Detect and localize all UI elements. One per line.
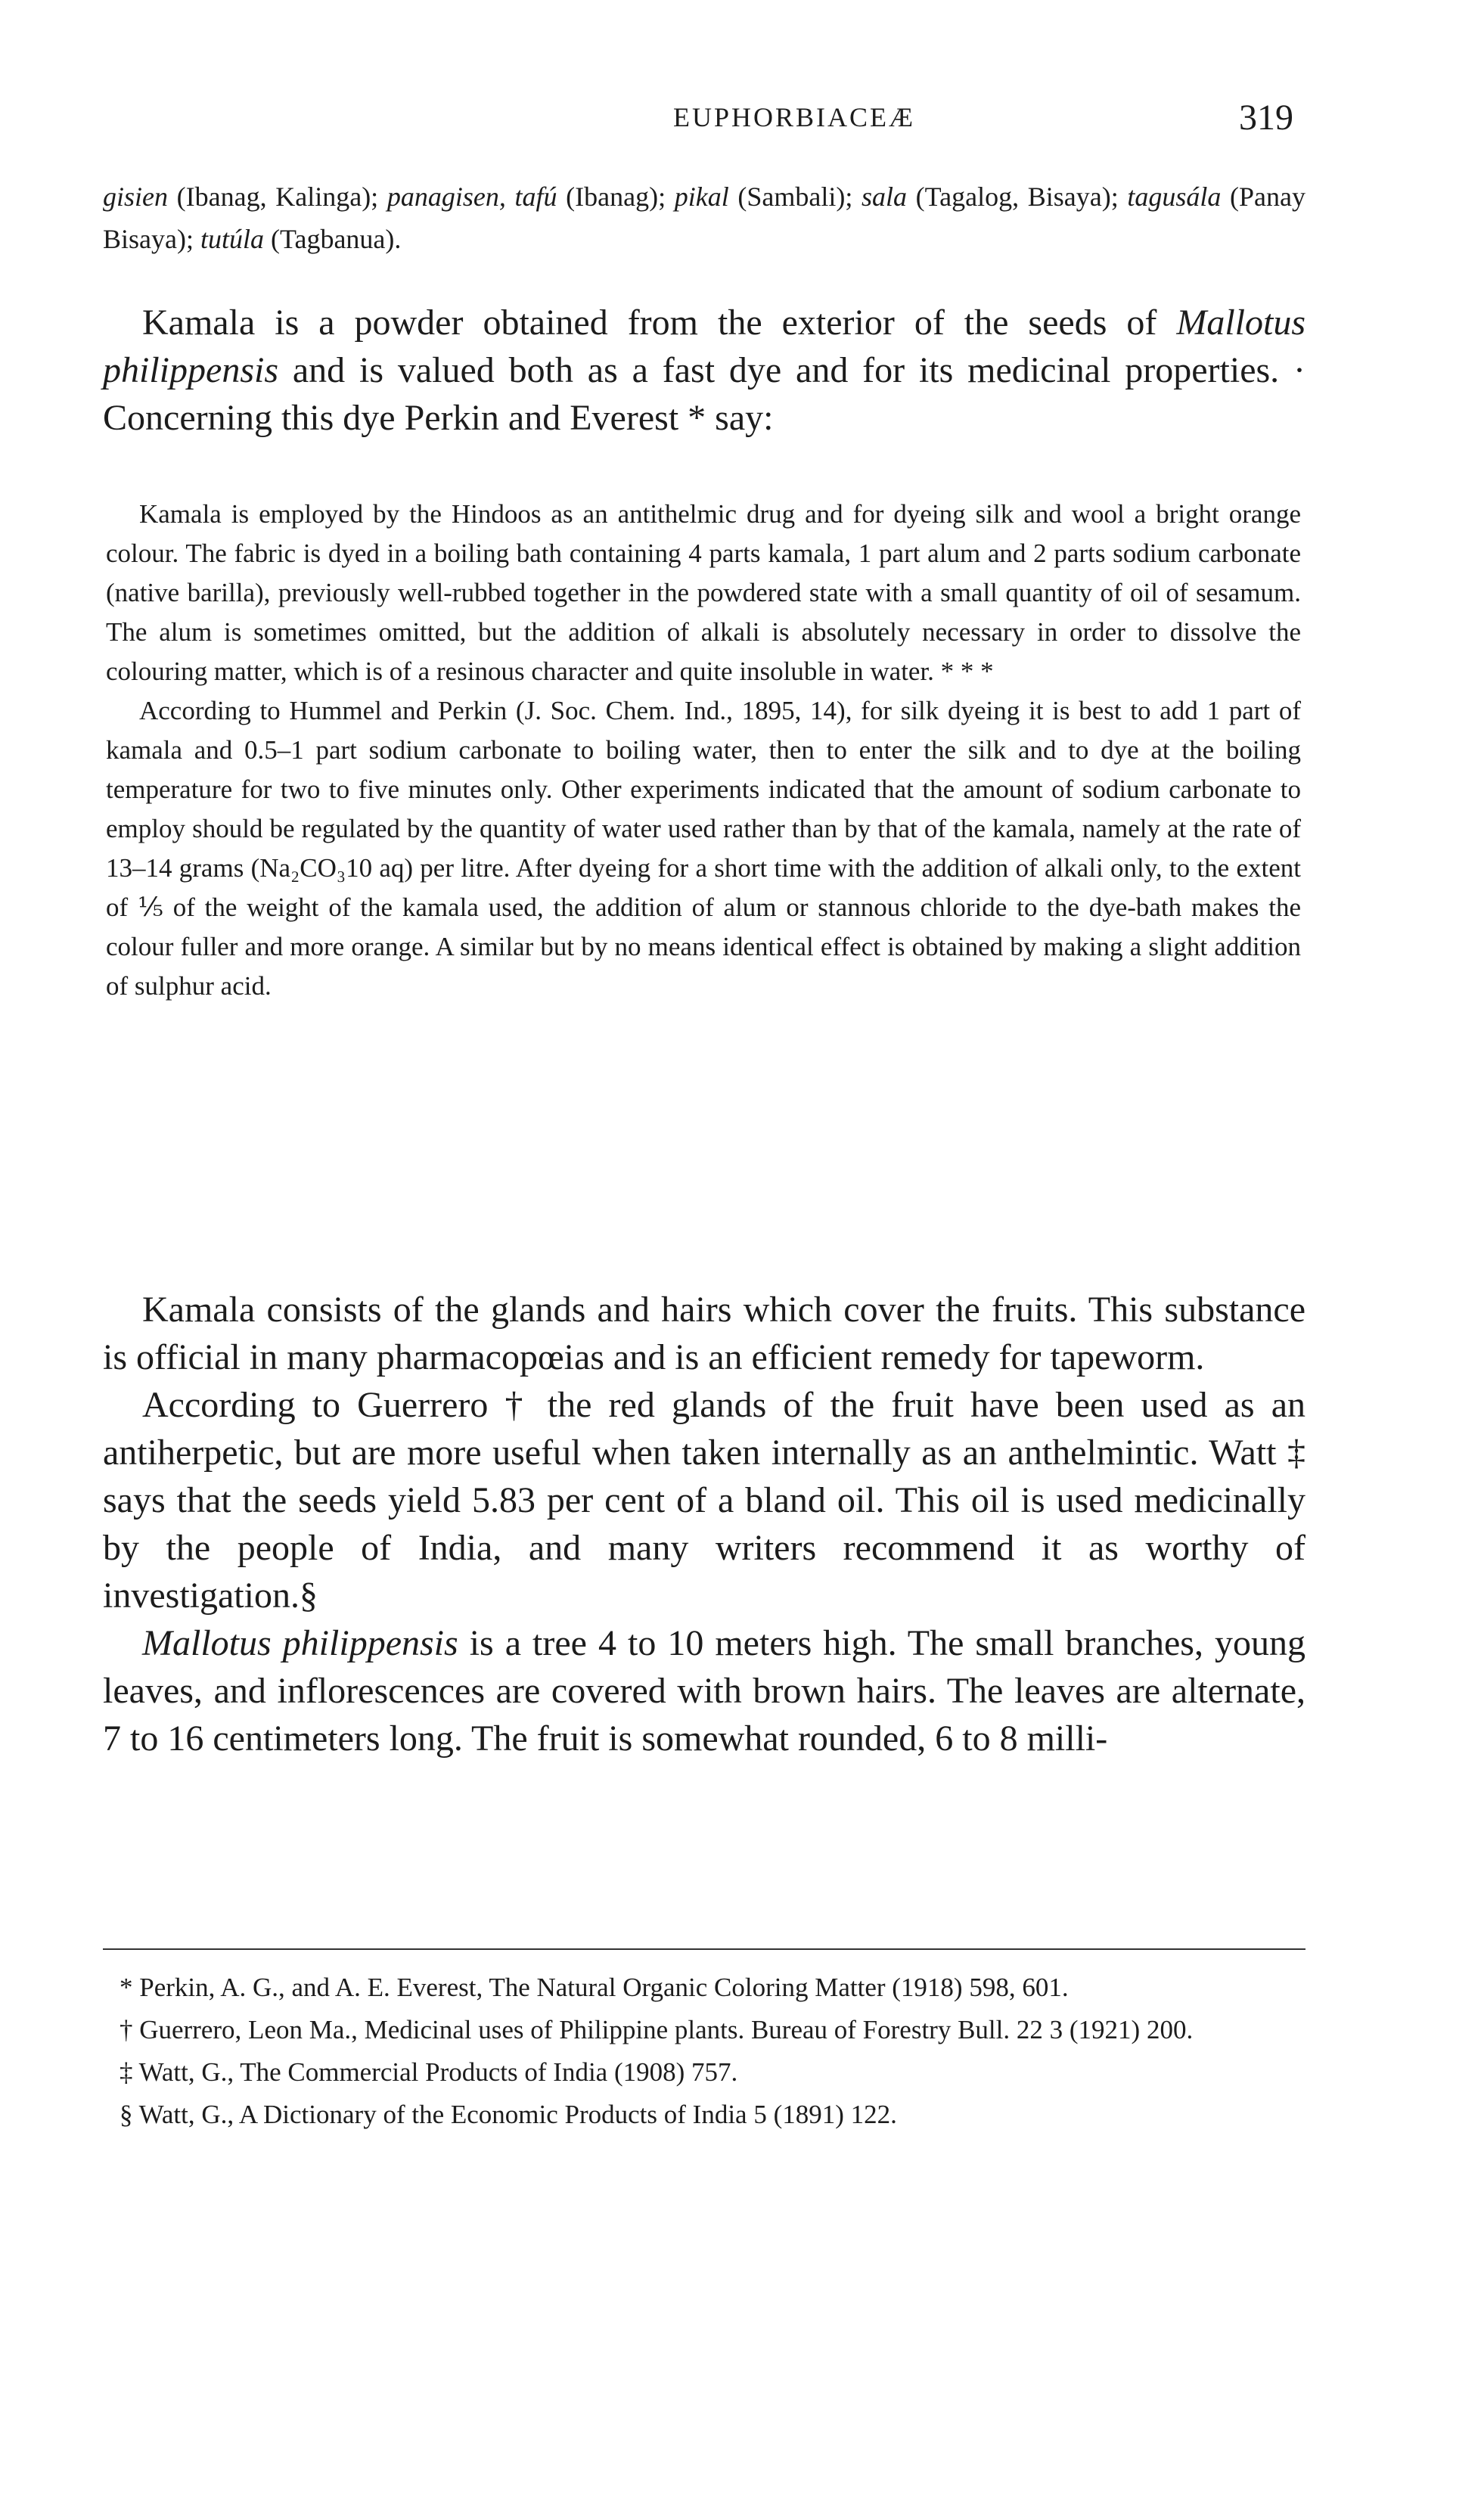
text-run: is a tree 4 to 10 meters high. The small branches, young leaves, and inflorescences are covered with brown hairs. The leaves are alternate, 7 to 16 centimeters long. The fruit is somewhat rounded, 6 to 8 milli- <box>103 1623 1305 1759</box>
name-run: (Ibanag); <box>557 182 675 212</box>
vernacular-names <box>103 175 1305 260</box>
footnotes <box>103 1967 1305 2136</box>
running-title: EUPHORBIACEÆ <box>672 102 916 132</box>
footnote: § Watt, G., A Dictionary of the Economic Products of India 5 (1891) 122. <box>120 2100 897 2129</box>
text-run: According to Guerrero † the red glands of the fruit have been used as an antiherpetic, but are more useful when taken internally as an anthelmintic. Watt ‡ says that the seeds yield 5.83 per cent of a bland oil. This oil is used medicinally by the people of India, and many writers recommend it as worthy of investigation.§ <box>103 1385 1305 1616</box>
name-run: (Ibanag, Kalinga); <box>168 182 387 212</box>
name-run: tutúla <box>200 224 264 254</box>
text-run: Mallotus philippensis <box>142 1623 458 1663</box>
name-run: gisien <box>103 182 168 212</box>
body-paragraph <box>103 1286 1305 1381</box>
name-run: (Tagalog, Bisaya); <box>907 182 1128 212</box>
name-run: panagisen, tafú <box>387 182 557 212</box>
text-run: Kamala is a powder obtained from the exterior of the seeds of <box>142 303 1177 343</box>
name-run: (Sambali); <box>728 182 862 212</box>
text-run: Mallotus philippensis <box>103 303 1305 390</box>
footnote: * Perkin, A. G., and A. E. Everest, The Natural Organic Coloring Matter (1918) 598, 601. <box>120 1973 1069 2002</box>
quote-paragraph: Kamala is employed by the Hindoos as an antithelmic drug and for dyeing silk and wool a bright orange colour. The fabric is dyed in a boiling bath containing 4 parts kamala, 1 part alum and 2 parts sodium carbonate (native barilla), previously well-rubbed together in the powdered state with a small quantity of oil of sesamum. The alum is sometimes omitted, but the addition of alkali is absolutely necessary in order to dissolve the colouring matter, which is of a resinous character and quite insoluble in water. * * * <box>106 499 1301 686</box>
footnote: † Guerrero, Leon Ma., Medicinal uses of Philippine plants. Bureau of Forestry Bull. 22 3 (1921) 200. <box>120 2015 1194 2044</box>
body-paragraph <box>103 1619 1305 1762</box>
name-run: tagusála <box>1127 182 1222 212</box>
text-run: Kamala consists of the glands and hairs which cover the fruits. This substance is official in many pharmacopœias and is an efficient remedy for tapeworm. <box>103 1290 1305 1377</box>
quote-paragraph: According to Hummel and Perkin (J. Soc. Chem. Ind., 1895, 14), for silk dyeing it is best to add 1 part of kamala and 0.5–1 part sodium carbonate to boiling water, then to enter the silk and to dye at the boiling temperature for two to five minutes only. Other experiments indicated that the amount of sodium carbonate to employ should be regulated by the quantity of water used rather than by that of the kamala, namely at the rate of 13–14 grams (Na₂CO₃10 aq) per litre. After dyeing for a short time with the addition of alkali only, to the extent of ⅕ of the weight of the kamala used, the addition of alum or stannous chloride to the dye-bath makes the colour fuller and more orange. A similar but by no means identical effect is obtained by making a slight addition of sulphur acid. <box>106 696 1301 1001</box>
intro-section <box>103 299 1305 442</box>
footnote-rule <box>103 1948 1305 1950</box>
page-number: 319 <box>1239 98 1293 138</box>
name-run: sala <box>861 182 907 212</box>
footnote: ‡ Watt, G., The Commercial Products of India (1908) 757. <box>120 2057 738 2087</box>
intro-paragraph <box>103 299 1305 442</box>
vernacular-names-line <box>103 175 1305 260</box>
block-quote <box>106 495 1301 1006</box>
body-paragraph <box>103 1381 1305 1619</box>
body-section <box>103 1286 1305 1762</box>
text-run: and is valued both as a fast dye and for its medicinal properties. · Concerning this dye Perkin and Everest * say: <box>103 350 1305 438</box>
running-head <box>98 97 1293 142</box>
name-run: pikal <box>674 182 729 212</box>
name-run: (Panay Bisaya); <box>103 182 1305 254</box>
name-run: (Tagbanua). <box>264 224 402 254</box>
